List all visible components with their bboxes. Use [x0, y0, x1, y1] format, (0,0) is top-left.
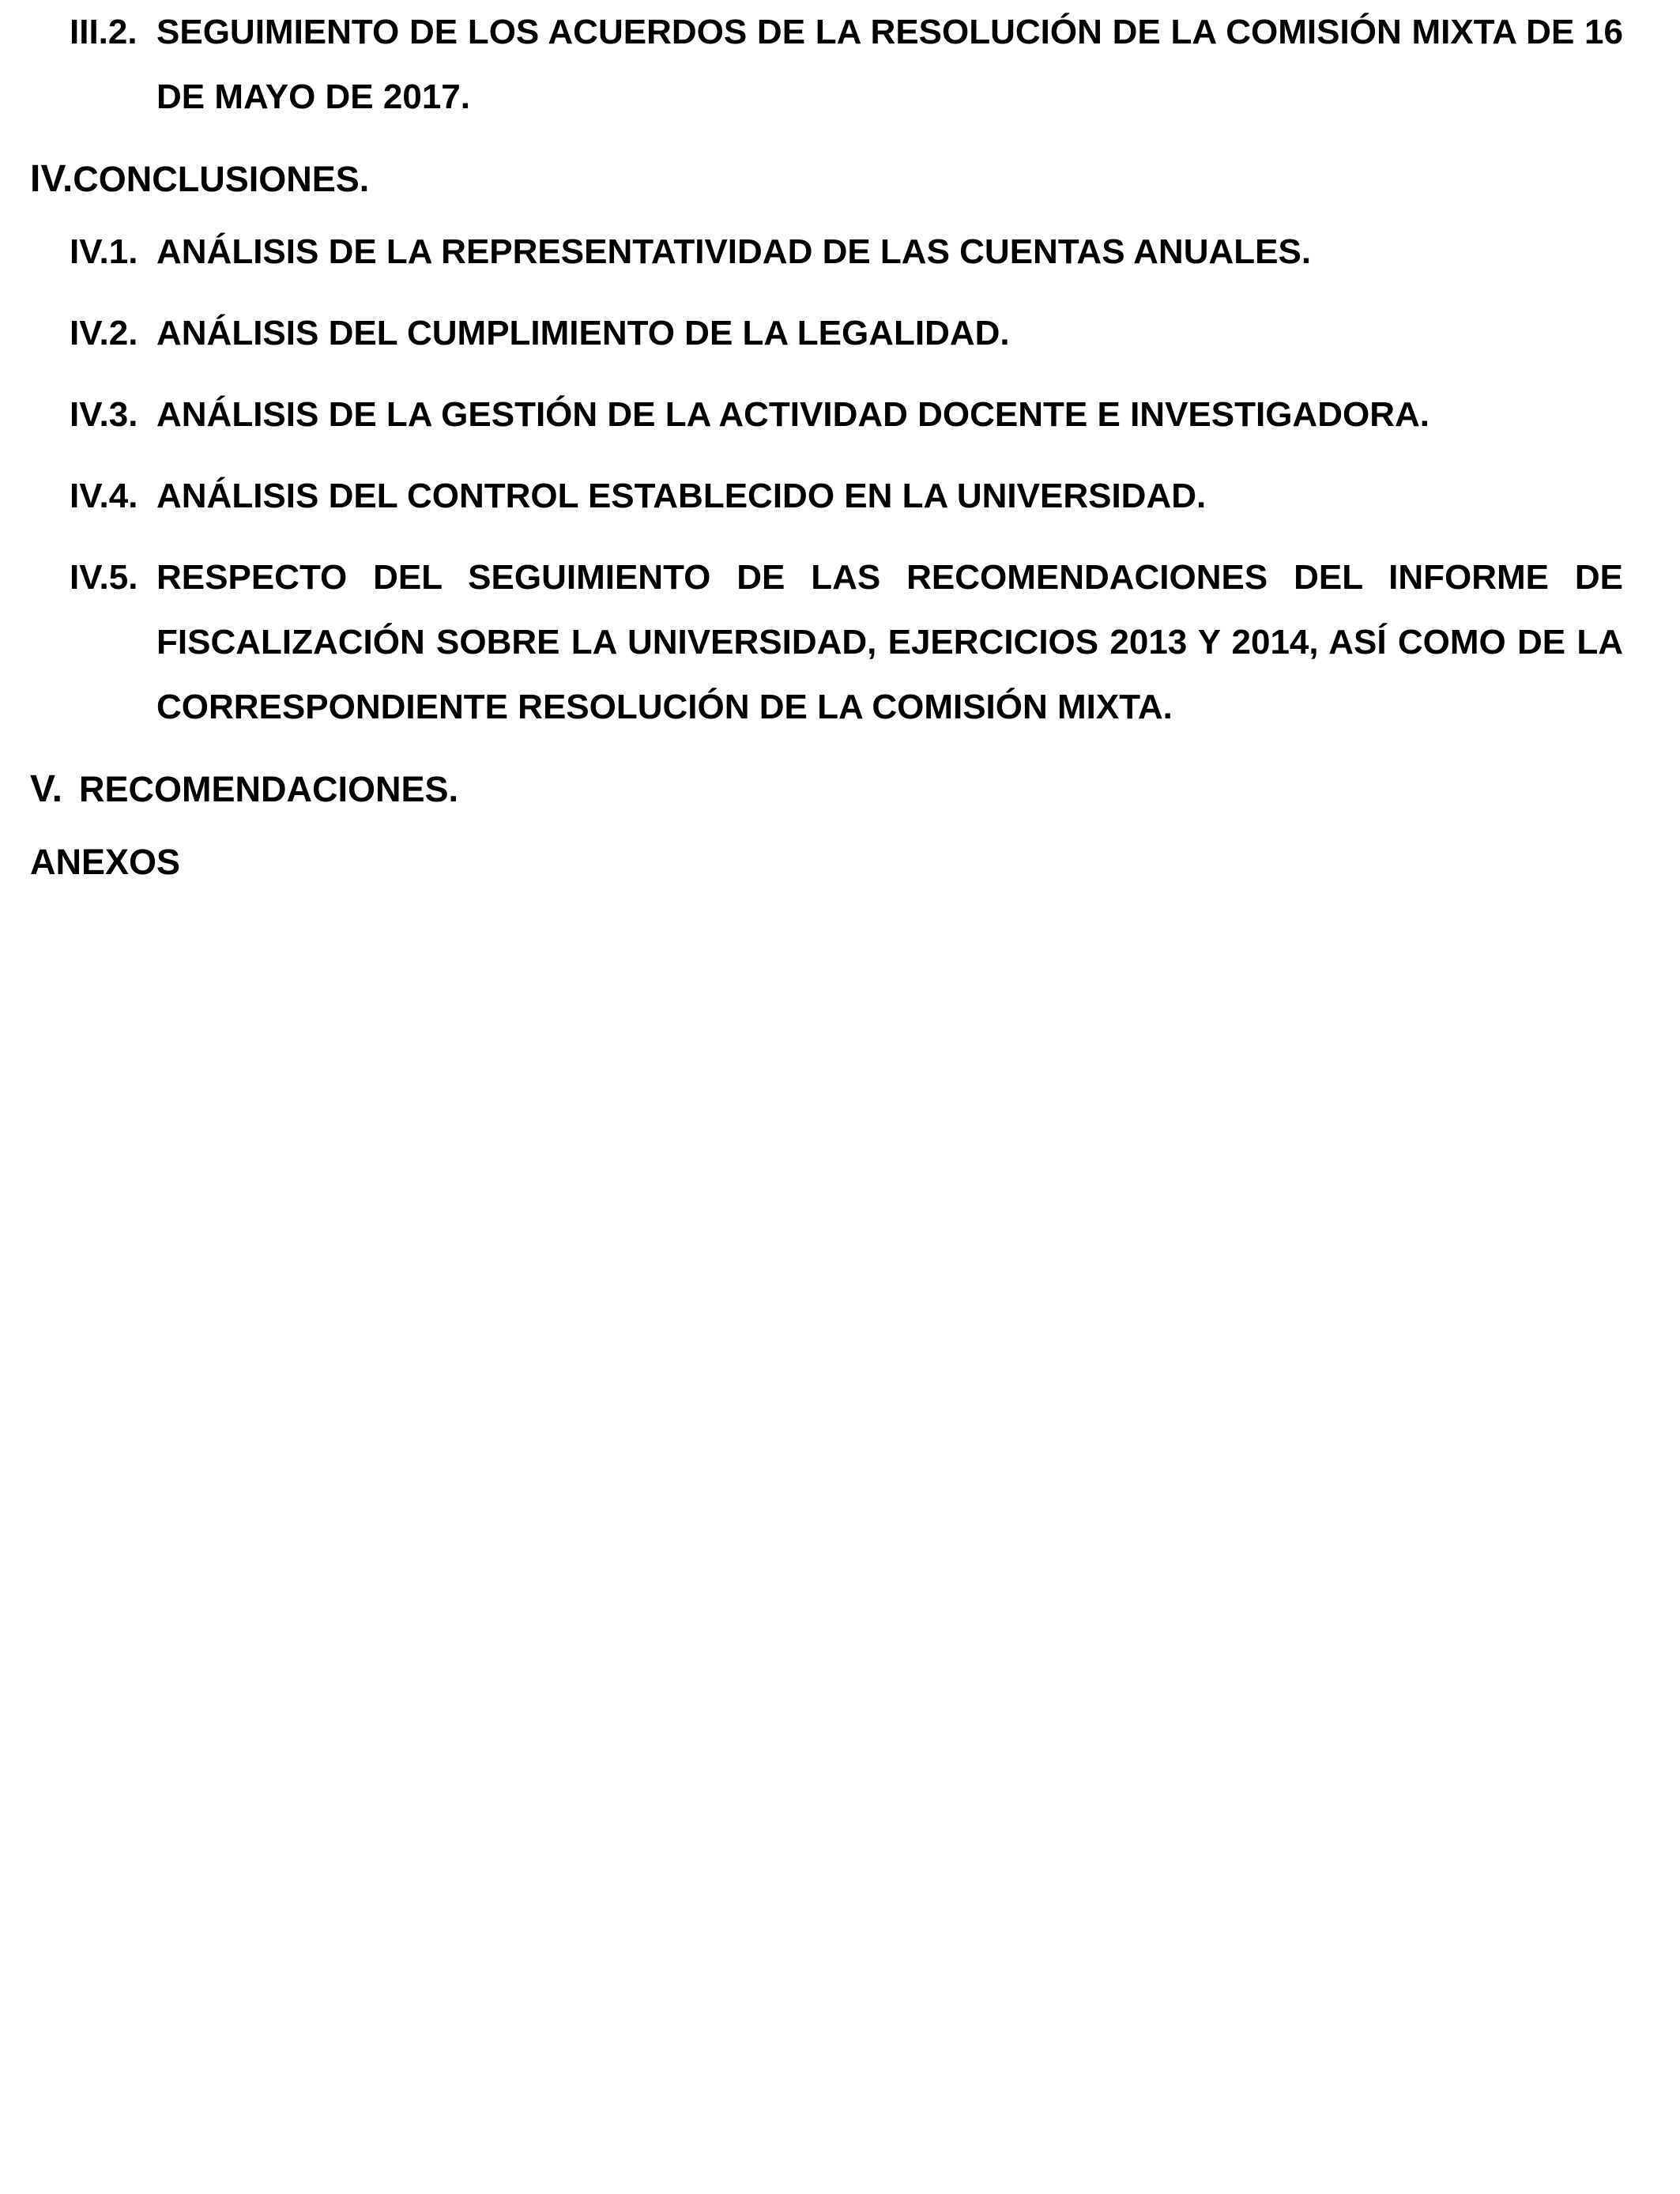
toc-title: ANÁLISIS DE LA GESTIÓN DE LA ACTIVIDAD DOCENTE E INVESTIGADORA. — [156, 395, 1430, 434]
toc-number: IV.3. — [70, 395, 138, 434]
toc-title: ANÁLISIS DE LA REPRESENTATIVIDAD DE LAS CUENTAS ANUALES. — [156, 232, 1312, 271]
toc-entry-iv-5 — [70, 545, 1623, 740]
toc-entry-v — [30, 757, 458, 822]
toc-title: ANÁLISIS DEL CONTROL ESTABLECIDO EN LA UNIVERSIDAD. — [156, 477, 1207, 515]
toc-number: IV.4. — [70, 477, 138, 515]
toc-title: RECOMENDACIONES. — [79, 769, 459, 809]
toc-number: IV.2. — [70, 314, 138, 352]
toc-entry-anexos — [30, 830, 180, 895]
toc-title: RESPECTO DEL SEGUIMIENTO DE LAS RECOMENDACIONES DEL INFORME DE FISCALIZACIÓN SOBRE LA UNIVERSIDAD, EJERCICIOS 2013 Y 2014, ASÍ COMO DE LA CORRESPONDIENTE RESOLUCIÓN DE LA COMISIÓN MIXTA. — [156, 558, 1623, 726]
toc-number: IV.1. — [70, 232, 138, 271]
toc-title: ANEXOS — [30, 842, 181, 882]
toc-entry-iv-4 — [70, 464, 1206, 529]
toc-entry-iii-2 — [70, 0, 1623, 130]
toc-title: ANÁLISIS DEL CUMPLIMIENTO DE LA LEGALIDAD. — [156, 314, 1010, 352]
toc-entry-iv-2 — [70, 301, 1010, 366]
toc-entry-iv-1 — [70, 220, 1311, 285]
toc-number: IV. — [30, 158, 73, 200]
toc-title: SEGUIMIENTO DE LOS ACUERDOS DE LA RESOLUCIÓN DE LA COMISIÓN MIXTA DE 16 DE MAYO DE 2017. — [156, 13, 1623, 116]
toc-number: III.2. — [70, 13, 137, 51]
toc-title: CONCLUSIONES. — [73, 159, 370, 199]
toc-entry-iv — [30, 147, 369, 212]
toc-number: V. — [30, 768, 62, 810]
toc-entry-iv-3 — [70, 383, 1430, 447]
toc-number: IV.5. — [70, 558, 138, 597]
